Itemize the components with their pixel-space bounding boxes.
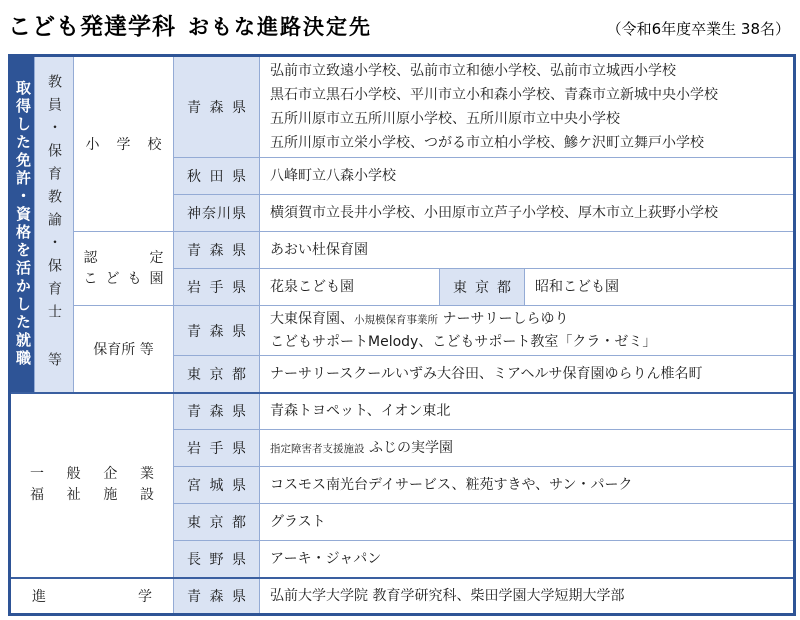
elementary-school-label-cell bbox=[74, 56, 174, 232]
kodomoen-label-line2: こども園 bbox=[83, 270, 164, 287]
content-cell bbox=[260, 56, 795, 158]
kodomoen-label-cell bbox=[74, 232, 174, 306]
school-list-line: あおい杜保育園 bbox=[270, 242, 368, 258]
department-title: こども発達学科 bbox=[8, 14, 176, 40]
employment-sidebar-label: 取得した免許・資格を活かした就職 bbox=[14, 80, 32, 369]
pref-cell: 青森県 bbox=[174, 578, 260, 615]
pref-cell: 青森県 bbox=[174, 232, 260, 269]
pref-cell: 東京都 bbox=[174, 356, 260, 393]
elementary-school-label: 小学校 bbox=[85, 137, 162, 153]
school-list-line: 昭和こども園 bbox=[535, 279, 619, 295]
pref-cell: 神奈川県 bbox=[174, 195, 260, 232]
content-cell bbox=[525, 269, 795, 306]
facility-type-annotation: 小規模保育事業所 bbox=[354, 314, 438, 326]
hoikusho-label: 保育所 等 bbox=[93, 341, 154, 358]
content-cell bbox=[260, 158, 795, 195]
content-cell bbox=[260, 578, 795, 615]
pref-cell: 東京都 bbox=[174, 504, 260, 541]
content-cell bbox=[260, 393, 795, 430]
employment-sidebar-cell bbox=[10, 56, 35, 393]
facility-name: ナーサリーしらゆり bbox=[438, 311, 569, 327]
shingaku-label: 進学 bbox=[32, 588, 152, 605]
facility-name: 大東保育園、 bbox=[270, 311, 354, 327]
content-cell bbox=[260, 269, 440, 306]
company-list-line bbox=[270, 436, 787, 461]
content-cell bbox=[260, 504, 795, 541]
pref-cell: 青森県 bbox=[174, 306, 260, 356]
license-category-cell bbox=[35, 56, 74, 393]
kodomoen-label-line1: 認定 bbox=[83, 249, 164, 266]
company-list-line: コスモス南光台デイサービス、粧苑すきや、サン・パーク bbox=[270, 477, 633, 493]
school-list-line: 五所川原市立栄小学校、つがる市立柏小学校、鰺ケ沢町立舞戸小学校 bbox=[270, 135, 704, 151]
school-list-line: ナーサリースクールいずみ大谷田、ミアヘルサ保育園ゆらりん椎名町 bbox=[270, 365, 703, 382]
school-list-line: 五所川原市立五所川原小学校、五所川原市立中央小学校 bbox=[270, 111, 620, 127]
content-cell bbox=[260, 356, 795, 393]
company-list-line: グラスト bbox=[270, 514, 326, 530]
pref-cell: 東京都 bbox=[440, 269, 525, 306]
graduate-count-note: （令和6年度卒業生 38名） bbox=[606, 20, 790, 38]
school-list-line: 花泉こども園 bbox=[270, 279, 354, 295]
career-table bbox=[8, 54, 796, 616]
page-title bbox=[8, 4, 792, 54]
facility-name: ふじの実学園 bbox=[364, 439, 453, 456]
general-label-line2: 福祉施設 bbox=[30, 487, 154, 503]
pref-cell: 秋田県 bbox=[174, 158, 260, 195]
school-list-line: 横須賀市立長井小学校、小田原市立芦子小学校、厚木市立上荻野小学校 bbox=[270, 205, 718, 221]
school-list-line: 黒石市立黒石小学校、平川市立小和森小学校、青森市立新城中央小学校 bbox=[270, 87, 718, 103]
pref-cell: 岩手県 bbox=[174, 430, 260, 467]
general-companies-label-cell bbox=[10, 393, 174, 578]
pref-cell: 青森県 bbox=[174, 393, 260, 430]
school-list-line: 弘前市立致遠小学校、弘前市立和徳小学校、弘前市立城西小学校 bbox=[270, 63, 676, 79]
facility-type-annotation: 指定障害者支援施設 bbox=[270, 442, 365, 455]
pref-cell: 青森県 bbox=[174, 56, 260, 158]
school-list-line: こどもサポートMelody、こどもサポート教室「クラ・ゼミ」 bbox=[270, 334, 657, 350]
pref-cell: 長野県 bbox=[174, 541, 260, 578]
pref-cell: 岩手県 bbox=[174, 269, 260, 306]
pref-cell: 宮城県 bbox=[174, 467, 260, 504]
general-label-line1: 一般企業 bbox=[30, 466, 154, 482]
company-list-line: 青森トヨペット、イオン東北 bbox=[270, 403, 451, 420]
shingaku-label-cell bbox=[10, 578, 174, 615]
license-category-label: 教員・保育教諭・保育士 等 bbox=[46, 73, 62, 375]
content-cell bbox=[260, 306, 795, 356]
hoikusho-label-cell bbox=[74, 306, 174, 393]
company-list-line: アーキ・ジャパン bbox=[270, 550, 382, 567]
page-subtitle: おもな進路決定先 bbox=[188, 15, 372, 39]
content-cell bbox=[260, 430, 795, 467]
content-cell bbox=[260, 232, 795, 269]
content-cell bbox=[260, 467, 795, 504]
content-cell bbox=[260, 541, 795, 578]
content-cell bbox=[260, 195, 795, 232]
school-list-line: 八峰町立八森小学校 bbox=[270, 168, 396, 184]
school-list-line: 弘前大学大学院 教育学研究科、柴田学園大学短期大学部 bbox=[270, 587, 625, 604]
school-list-line bbox=[270, 308, 787, 331]
